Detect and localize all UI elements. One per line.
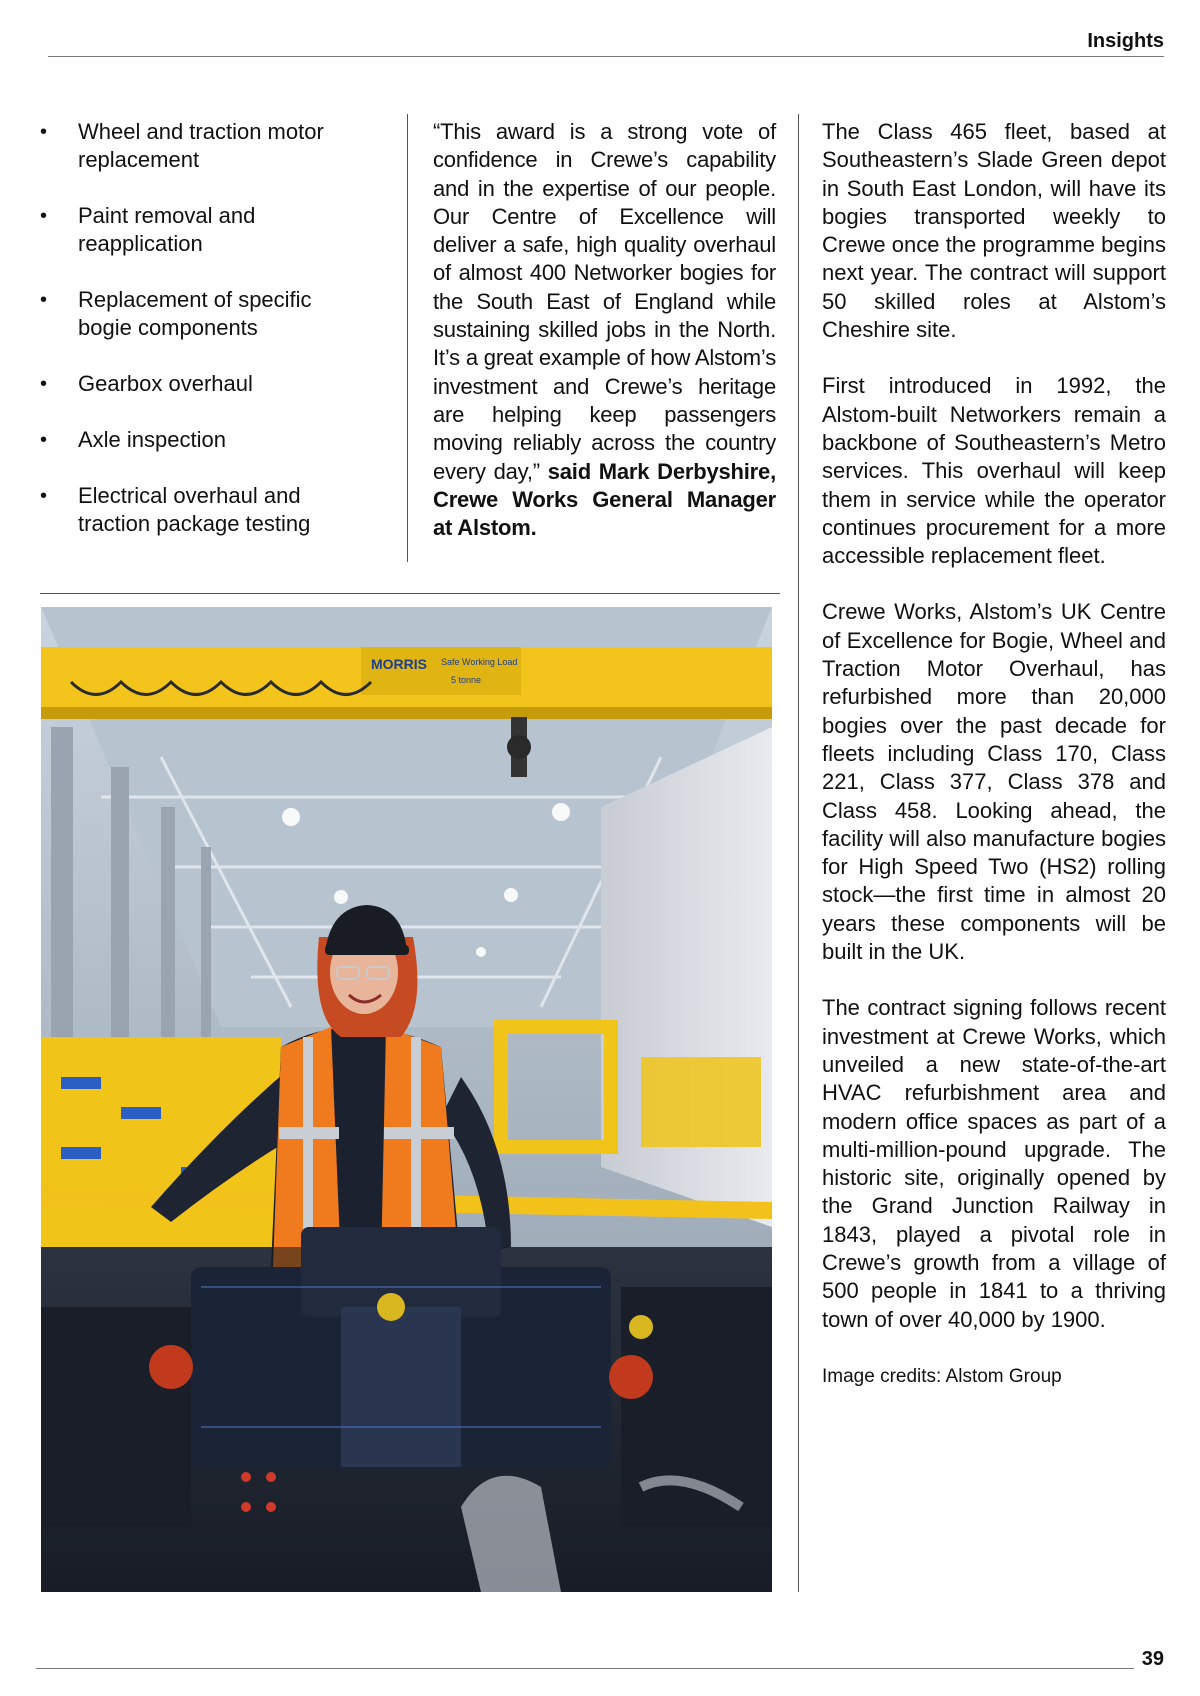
list-item-text: Gearbox overhaul [78,371,253,396]
list-item [40,118,360,174]
column-divider [798,114,799,1592]
paragraph: The contract signing follows recent investment at Crewe Works, which unveiled a new state-of-the-art HVAC refurbishment area and modern office spaces as part of a multi-million-pound upgrade. The historic site, originally opened by the Grand Junction Railway in 1843, played a pivotal role in Crewe’s growth from a village of 500 people in 1841 to a thriving town of over 40,000 by 1900. [822,995,1166,1332]
list-item-text: Wheel and traction motor replacement [78,119,324,172]
overhaul-scope-list [40,118,360,566]
footer-divider [36,1668,1134,1669]
factory-illustration [41,607,772,1592]
image-credit: Image credits: Alstom Group [822,1365,1062,1387]
paragraph: First introduced in 1992, the Alstom-built Networkers remain a backbone of Southeastern’s Metro services. This overhaul will keep them in service while the operator continues procurement for a more accessible replacement fleet. [822,373,1166,569]
list-item [40,202,360,258]
bogie-machinery [41,1227,772,1592]
quote-attribution: said Mark Derbyshire, Crewe Works General Manager at Alstom. [433,458,776,541]
column-divider [407,114,408,562]
bullet-icon: • [40,121,48,143]
crane-sign-brand: MORRIS [371,656,427,672]
paragraph: Crewe Works, Alstom’s UK Centre of Excellence for Bogie, Wheel and Traction Motor Overhaul, has refurbished more than 20,000 bogies over the past decade for fleets including Class 170, Class 221, Class 377, Class 378 and Class 458. Looking ahead, the facility will also manufacture bogies for High Speed Two (HS2) rolling stock—the first time in almost 20 years these components will be built in the UK. [822,599,1166,965]
list-item-text: Axle inspection [78,427,226,452]
article-body [822,118,1166,1418]
list-item [40,370,360,398]
bullet-icon: • [40,429,48,451]
header-divider [48,56,1164,57]
section-label: Insights [1087,30,1164,52]
crane-sign-text: Safe Working Load [441,657,518,667]
page-number: 39 [1141,1648,1164,1670]
bullet-icon: • [40,485,48,507]
list-item-text: Paint removal and reapplication [78,203,256,256]
bullet-icon: • [40,205,48,227]
paragraph: The Class 465 fleet, based at Southeastern’s Slade Green depot in South East London, will have its bogies transported weekly to Crewe once the programme begins next year. The contract will support 50 skilled roles at Alstom’s Cheshire site. [822,119,1166,343]
bullet-icon: • [40,373,48,395]
list-item [40,286,360,342]
bullet-icon: • [40,289,48,311]
quote-text: “This award is a strong vote of confidence in Crewe’s capability and in the expertise of our people. Our Centre of Excellence will deliver a safe, high quality overhaul of almost 400 Networker bogies for the South East of England while sustaining skilled jobs in the North. It’s a great example of how Alstom’s investment and Crewe’s heritage are helping keep passengers moving reliably across the country every day,” [433,119,776,484]
list-item-text: Electrical overhaul and traction package testing [78,483,311,536]
section-divider [40,593,780,594]
list-item [40,426,360,454]
factory-photo [41,607,772,1592]
pull-quote [433,118,776,542]
list-item-text: Replacement of specific bogie components [78,287,312,340]
list-item [40,482,360,538]
crane-sign-value: 5 tonne [451,675,482,685]
